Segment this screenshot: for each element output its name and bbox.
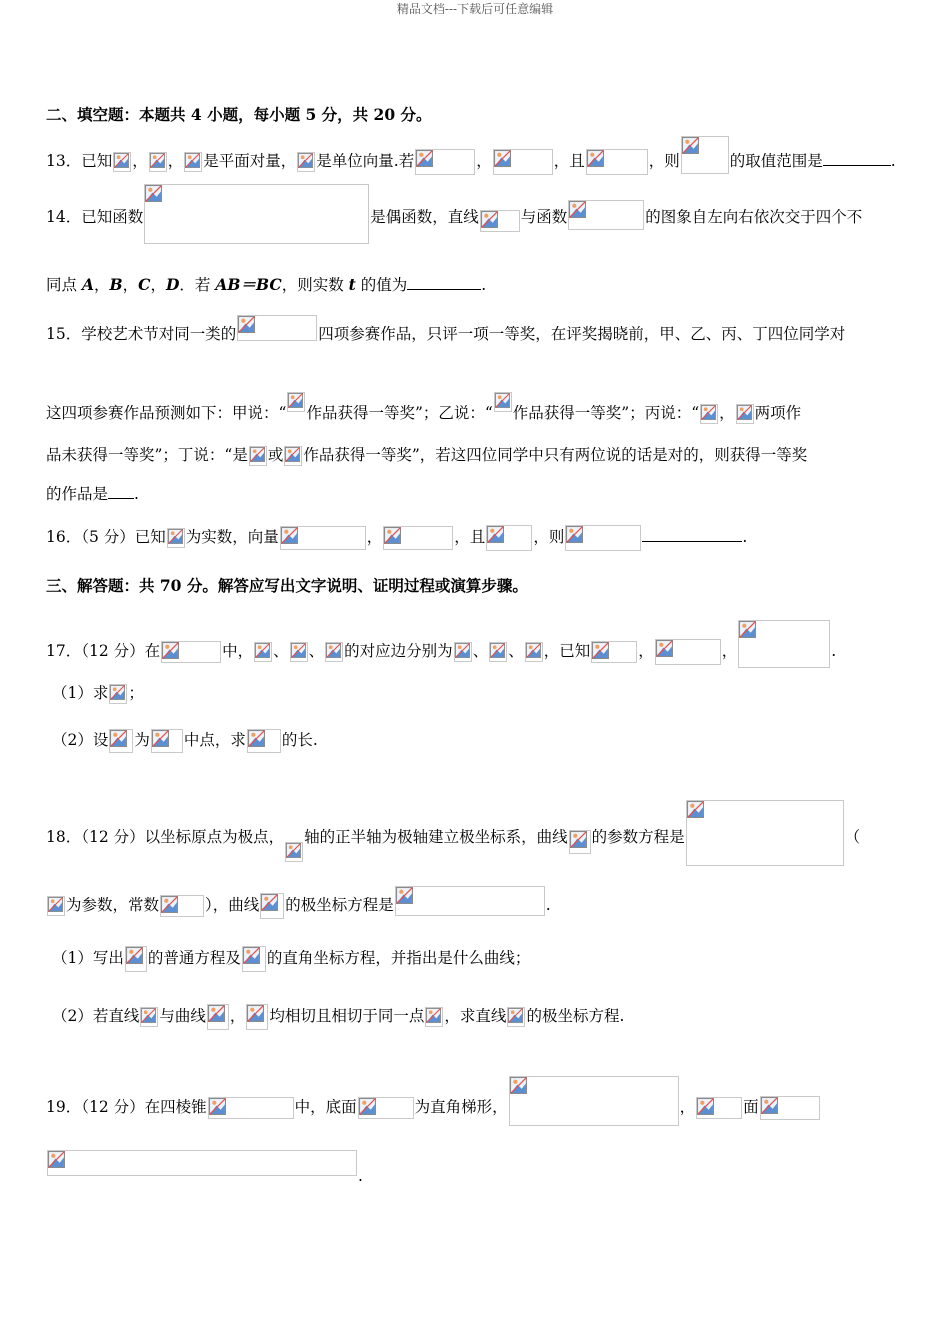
- formula-image: [287, 392, 305, 412]
- formula-image: [109, 684, 127, 704]
- answer-blank: [407, 275, 481, 290]
- question-14: 14．已知函数 是偶函数，直线 与函数 的图象自左向右依次交于四个不: [46, 184, 862, 244]
- formula-image: [237, 315, 317, 341]
- image-placeholder-icon: [145, 185, 162, 202]
- image-placeholder-icon: [281, 527, 298, 544]
- image-placeholder-icon: [656, 640, 673, 657]
- formula-image: [167, 528, 185, 548]
- formula-image: [207, 1004, 229, 1030]
- image-placeholder-icon: [110, 730, 127, 747]
- image-placeholder-icon: [291, 643, 306, 658]
- formula-image: [383, 526, 453, 550]
- question-19: 19．（12 分）在四棱锥 中，底面 为直角梯形， ， 面: [46, 1076, 821, 1126]
- formula-image: [208, 1097, 294, 1119]
- answer-blank: [642, 527, 742, 542]
- formula-image: [161, 641, 221, 663]
- formula-image: [489, 642, 507, 662]
- question-13: 13．已知 ， ， 是平面对量， 是单位向量.若 ， ，且 ，则 的取值范围是 .: [46, 136, 896, 175]
- image-placeholder-icon: [48, 897, 63, 912]
- formula-image: [480, 210, 520, 232]
- formula-image: [285, 842, 303, 862]
- formula-image: [358, 1097, 414, 1119]
- image-placeholder-icon: [326, 643, 341, 658]
- formula-image: [760, 1096, 820, 1120]
- image-placeholder-icon: [286, 843, 301, 858]
- formula-image: [125, 946, 147, 972]
- formula-image: [184, 152, 202, 172]
- question-16: 16．（5 分）已知 为实数，向量 ， ，且 ，则 .: [46, 525, 747, 551]
- formula-image: [284, 446, 302, 466]
- image-placeholder-icon: [359, 1098, 376, 1115]
- formula-image: [246, 1004, 268, 1030]
- image-placeholder-icon: [288, 393, 303, 408]
- formula-image: [486, 525, 532, 551]
- question-14-line2: 同点 A，B，C，D．若 AB＝BC，则实数 t 的值为 .: [46, 275, 487, 294]
- formula-image: [47, 896, 65, 916]
- formula-image: [415, 149, 475, 175]
- section-fill-in-blank: 二、填空题：本题共 4 小题，每小题 5 分，共 20 分。: [46, 105, 432, 124]
- formula-image: [738, 620, 830, 668]
- image-placeholder-icon: [396, 887, 413, 904]
- image-placeholder-icon: [592, 642, 609, 659]
- formula-image: [249, 446, 267, 466]
- image-placeholder-icon: [247, 1005, 264, 1022]
- image-placeholder-icon: [510, 1077, 527, 1094]
- image-placeholder-icon: [298, 153, 313, 168]
- question-17: 17．（12 分）在 中， 、 、 的对应边分别为 、 、 ，已知 ， ， .: [46, 620, 836, 668]
- image-placeholder-icon: [255, 643, 270, 658]
- image-placeholder-icon: [261, 894, 278, 911]
- question-18-line2: 为参数，常数 ），曲线 的极坐标方程是 .: [46, 886, 551, 919]
- formula-image: [493, 149, 553, 175]
- formula-image: [700, 404, 718, 424]
- formula-image: [686, 800, 844, 866]
- page-header: 精品文档---下载后可任意编辑: [396, 2, 554, 16]
- formula-image: [297, 152, 315, 172]
- question-18: 18．（12 分）以坐标原点为极点， 轴的正半轴为极轴建立极坐标系，曲线 的参数方程是 （: [46, 800, 860, 866]
- image-placeholder-icon: [570, 831, 587, 848]
- image-placeholder-icon: [126, 947, 143, 964]
- formula-image: [586, 149, 648, 175]
- image-placeholder-icon: [185, 153, 200, 168]
- image-placeholder-icon: [701, 405, 716, 420]
- formula-image: [149, 152, 167, 172]
- image-placeholder-icon: [248, 730, 265, 747]
- formula-image: [144, 184, 369, 244]
- image-placeholder-icon: [697, 1098, 714, 1115]
- formula-image: [509, 1076, 679, 1126]
- formula-image: [425, 1007, 443, 1027]
- image-placeholder-icon: [490, 643, 505, 658]
- formula-image: [507, 1007, 525, 1027]
- formula-image: [395, 886, 545, 916]
- image-placeholder-icon: [739, 621, 756, 638]
- image-placeholder-icon: [569, 201, 586, 218]
- formula-image: [736, 404, 754, 424]
- image-placeholder-icon: [508, 1008, 523, 1023]
- question-19-line2: .: [46, 1150, 363, 1176]
- formula-image: [569, 830, 591, 854]
- image-placeholder-icon: [48, 1151, 65, 1168]
- formula-image: [525, 642, 543, 662]
- image-placeholder-icon: [285, 447, 300, 462]
- formula-image: [280, 526, 366, 550]
- image-placeholder-icon: [494, 150, 511, 167]
- formula-image: [260, 893, 284, 919]
- formula-image: [454, 642, 472, 662]
- formula-image: [247, 729, 281, 753]
- answer-blank: [108, 484, 134, 499]
- question-17-part1: （1）求 ；: [52, 684, 144, 702]
- image-placeholder-icon: [161, 896, 178, 913]
- image-placeholder-icon: [455, 643, 470, 658]
- question-18-part2: （2）若直线 与曲线 ， 均相切且相切于同一点 ，求直线 的极坐标方程.: [52, 1004, 624, 1030]
- image-placeholder-icon: [250, 447, 265, 462]
- formula-image: [565, 525, 641, 551]
- formula-image: [655, 639, 721, 665]
- formula-image: [325, 642, 343, 662]
- question-18-part1: （1）写出 的普通方程及 的直角坐标方程，并指出是什么曲线；: [52, 946, 530, 972]
- formula-image: [151, 729, 183, 753]
- image-placeholder-icon: [208, 1005, 225, 1022]
- answer-blank: [823, 151, 891, 166]
- formula-image: [47, 1150, 357, 1176]
- formula-image: [113, 152, 131, 172]
- image-placeholder-icon: [238, 316, 255, 333]
- formula-image: [494, 392, 512, 412]
- question-15-line2: 这四项参赛作品预测如下：甲说：“ 作品获得一等奖”；乙说：“ 作品获得一等奖”；丙说：“ ， 两项作: [46, 392, 801, 424]
- formula-image: [140, 1007, 158, 1027]
- image-placeholder-icon: [114, 153, 129, 168]
- image-placeholder-icon: [426, 1008, 441, 1023]
- formula-image: [568, 200, 644, 230]
- image-placeholder-icon: [150, 153, 165, 168]
- image-placeholder-icon: [737, 405, 752, 420]
- formula-image: [290, 642, 308, 662]
- image-placeholder-icon: [682, 137, 699, 154]
- image-placeholder-icon: [243, 947, 260, 964]
- question-15-line3: 品未获得一等奖”；丁说：“是 或 作品获得一等奖”，若这四位同学中只有两位说的话是对的，则获得一等奖: [46, 446, 808, 464]
- formula-image: [591, 641, 637, 663]
- question-15-line4: 的作品是 .: [46, 485, 139, 503]
- formula-image: [109, 729, 133, 753]
- image-placeholder-icon: [384, 527, 401, 544]
- image-placeholder-icon: [566, 526, 583, 543]
- image-placeholder-icon: [526, 643, 541, 658]
- formula-image: [242, 946, 266, 972]
- formula-image: [681, 136, 729, 174]
- formula-image: [160, 895, 204, 917]
- image-placeholder-icon: [481, 211, 498, 228]
- image-placeholder-icon: [687, 801, 704, 818]
- question-17-part2: （2）设 为 中点，求 的长.: [52, 728, 318, 753]
- image-placeholder-icon: [168, 529, 183, 544]
- image-placeholder-icon: [487, 526, 504, 543]
- image-placeholder-icon: [761, 1097, 778, 1114]
- image-placeholder-icon: [587, 150, 604, 167]
- image-placeholder-icon: [495, 393, 510, 408]
- image-placeholder-icon: [141, 1008, 156, 1023]
- image-placeholder-icon: [416, 150, 433, 167]
- section-solutions: 三、解答题：共 70 分。解答应写出文字说明、证明过程或演算步骤。: [46, 576, 528, 595]
- formula-image: [254, 642, 272, 662]
- image-placeholder-icon: [162, 642, 179, 659]
- image-placeholder-icon: [110, 685, 125, 700]
- image-placeholder-icon: [209, 1098, 226, 1115]
- question-15: 15．学校艺术节对同一类的 四项参赛作品，只评一项一等奖，在评奖揭晓前，甲、乙、丙、丁四位同学对: [46, 315, 845, 344]
- image-placeholder-icon: [152, 730, 169, 747]
- formula-image: [696, 1097, 742, 1119]
